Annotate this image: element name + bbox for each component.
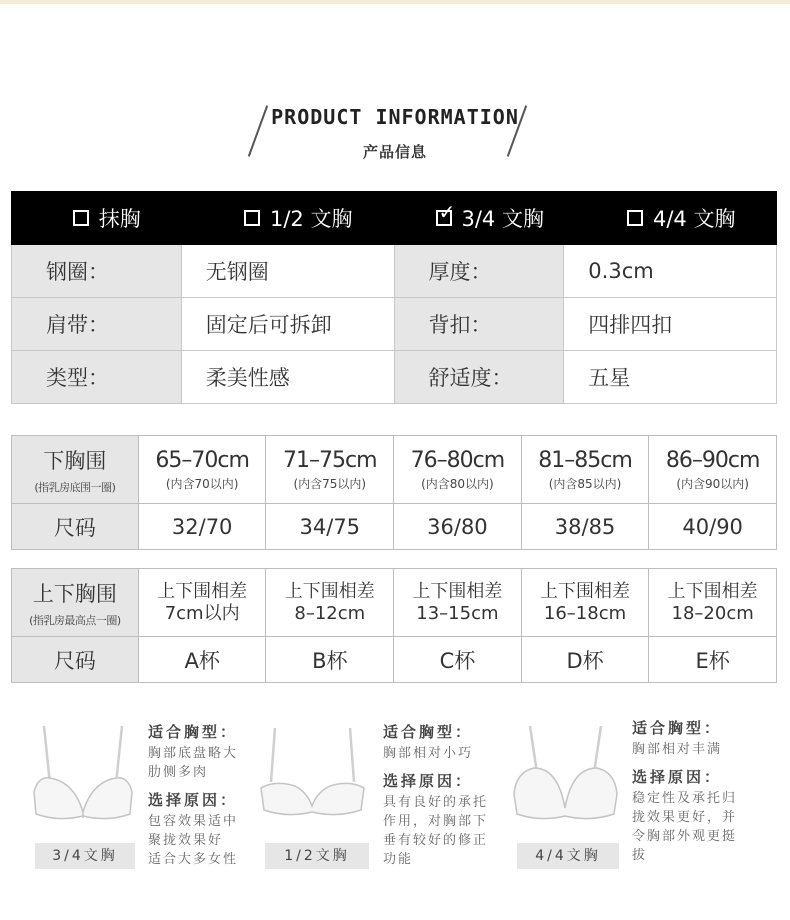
style-description: [632, 716, 737, 865]
reason-line: 具有良好的承托: [383, 795, 489, 810]
reason-line: 作用，对胸部下: [383, 814, 489, 829]
range-note: (内含75以内): [293, 476, 367, 491]
table-cell: [649, 436, 777, 504]
underbust-size-table: [11, 435, 777, 550]
cup-type-option: [586, 191, 778, 245]
table-header-cell: [12, 637, 139, 683]
table-row: [12, 504, 777, 550]
underbust-label: 下胸围: [43, 448, 107, 473]
table-cell: [649, 569, 777, 637]
spec-value: 四排四扣: [564, 298, 777, 350]
size-value: 38/85: [554, 514, 616, 539]
spec-label: 类型：: [12, 351, 182, 403]
bra-1-2-illustration: [255, 722, 370, 827]
checkbox-checked-icon: ✓: [436, 210, 452, 226]
range-note: (内含90以内): [676, 476, 749, 491]
diff-label: 上下围相差: [540, 580, 631, 602]
underbust-note: (指乳房底围一圈): [34, 480, 116, 494]
checkbox-empty-icon: [244, 210, 260, 226]
diff-label: 上下围相差: [412, 580, 503, 602]
diff-value: 8–12cm: [294, 602, 366, 624]
spec-value: 0.3cm: [564, 245, 777, 297]
spec-label: 背扣：: [395, 298, 565, 350]
spec-label: 舒适度：: [395, 351, 565, 403]
table-cell: [266, 569, 394, 637]
size-value: 40/90: [682, 514, 743, 539]
spec-value: 固定后可拆卸: [182, 298, 395, 350]
size-value: 34/75: [299, 514, 361, 539]
fit-title: 适合胸型：: [148, 723, 239, 741]
section-header: [0, 100, 790, 170]
reason-line: 功能: [383, 852, 414, 867]
table-cell: [139, 436, 267, 504]
range-value: 86–90cm: [665, 447, 760, 473]
spec-row: [11, 351, 777, 404]
table-header-cell: [12, 504, 139, 550]
reason-title: 选择原因：: [148, 791, 239, 809]
diff-label: 上下围相差: [157, 580, 248, 602]
table-cell: [266, 436, 394, 504]
spec-value: 五星: [564, 351, 777, 403]
cup-type-label: 3/4 文胸: [461, 207, 544, 231]
cup-type-label: 1/2 文胸: [270, 207, 353, 231]
size-value: 36/80: [427, 514, 488, 539]
size-label: 尺码: [53, 648, 96, 673]
reason-title: 选择原因：: [632, 768, 723, 786]
table-cell: [522, 436, 650, 504]
reason-line: 包容效果适中: [148, 814, 239, 829]
bust-diff-label: 上下胸围: [32, 581, 117, 606]
style-name-label: 3/4文胸: [35, 843, 135, 869]
cup-size-table: [11, 568, 777, 683]
table-cell: [266, 637, 394, 683]
reason-title: 选择原因：: [383, 772, 474, 790]
reason-line: 拢效果更好，并: [632, 810, 738, 825]
cup-value: E杯: [695, 648, 730, 673]
reason-line: 垂有较好的修正: [383, 833, 489, 848]
table-row: [12, 569, 777, 637]
table-row: [12, 436, 777, 504]
cup-type-option: [394, 191, 586, 245]
range-value: 76–80cm: [410, 447, 505, 473]
cup-value: A杯: [184, 648, 220, 673]
cup-value: B杯: [312, 648, 348, 673]
diff-label: 上下围相差: [667, 580, 758, 602]
reason-line: 稳定性及承托归: [632, 791, 738, 806]
checkbox-empty-icon: [73, 210, 89, 226]
table-cell: [139, 504, 267, 550]
product-info-table: [11, 191, 777, 404]
diff-value: 18–20cm: [671, 602, 754, 624]
size-label: 尺码: [53, 515, 96, 540]
range-value: 65–70cm: [155, 447, 249, 473]
table-header-cell: [12, 436, 139, 504]
spec-label: 厚度：: [395, 245, 565, 297]
table-cell: [394, 436, 522, 504]
range-value: 71–75cm: [283, 447, 377, 473]
table-row: [12, 637, 777, 683]
style-name-label: 1/2文胸: [265, 843, 369, 869]
range-note: (内含85以内): [548, 476, 622, 491]
range-value: 81–85cm: [538, 447, 632, 473]
cup-type-option: [11, 191, 203, 245]
table-cell: [522, 504, 650, 550]
bra-4-4-illustration: [508, 722, 623, 827]
table-cell: [139, 569, 267, 637]
table-cell: [522, 569, 650, 637]
cup-type-option: [203, 191, 395, 245]
style-name-label: 4/4文胸: [517, 843, 619, 869]
table-cell: [266, 504, 394, 550]
style-description: [148, 720, 238, 869]
bra-3-4-illustration: [28, 722, 138, 827]
reason-line: 聚拢效果好: [148, 833, 224, 848]
cup-type-label: 4/4 文胸: [653, 207, 736, 231]
cup-value: C杯: [439, 648, 476, 673]
table-cell: [649, 504, 777, 550]
spec-row: [11, 298, 777, 351]
spec-row: [11, 245, 777, 298]
table-header-cell: [12, 569, 139, 637]
spec-value: 无钢圈: [182, 245, 395, 297]
size-value: 32/70: [171, 514, 233, 539]
reason-line: 适合大多女性: [148, 852, 239, 867]
fit-title: 适合胸型：: [632, 719, 723, 737]
title-english: PRODUCT INFORMATION: [271, 105, 519, 129]
range-note: (内含70以内): [165, 476, 239, 491]
table-cell: [649, 637, 777, 683]
cup-value: D杯: [566, 648, 604, 673]
table-cell: [139, 637, 267, 683]
bust-diff-note: (指乳房最高点一圈): [29, 613, 121, 627]
range-note: (内含80以内): [421, 476, 494, 491]
cup-type-bar: [11, 191, 777, 245]
style-description: [383, 720, 488, 869]
reason-line: 拔: [632, 848, 648, 863]
spec-label: 钢圈：: [12, 245, 182, 297]
fit-line: 肋侧多肉: [148, 765, 209, 780]
spec-label: 肩带：: [12, 298, 182, 350]
spec-value: 柔美性感: [182, 351, 395, 403]
fit-line: 胸部底盘略大: [148, 746, 239, 761]
fit-line: 胸部相对丰满: [632, 742, 723, 757]
fit-title: 适合胸型：: [383, 723, 474, 741]
diff-value: 7cm以内: [164, 602, 240, 624]
fit-line: 胸部相对小巧: [383, 746, 474, 761]
title-chinese: 产品信息: [362, 143, 427, 161]
diff-label: 上下围相差: [284, 580, 375, 602]
top-accent-bar: [0, 0, 790, 4]
reason-line: 令胸部外观更挺: [632, 829, 738, 844]
table-cell: [522, 637, 650, 683]
checkbox-empty-icon: [627, 210, 643, 226]
diff-value: 13–15cm: [416, 602, 499, 624]
table-cell: [394, 504, 522, 550]
table-cell: [394, 637, 522, 683]
diff-value: 16–18cm: [543, 602, 627, 624]
table-cell: [394, 569, 522, 637]
cup-type-label: 抹胸: [98, 207, 141, 231]
